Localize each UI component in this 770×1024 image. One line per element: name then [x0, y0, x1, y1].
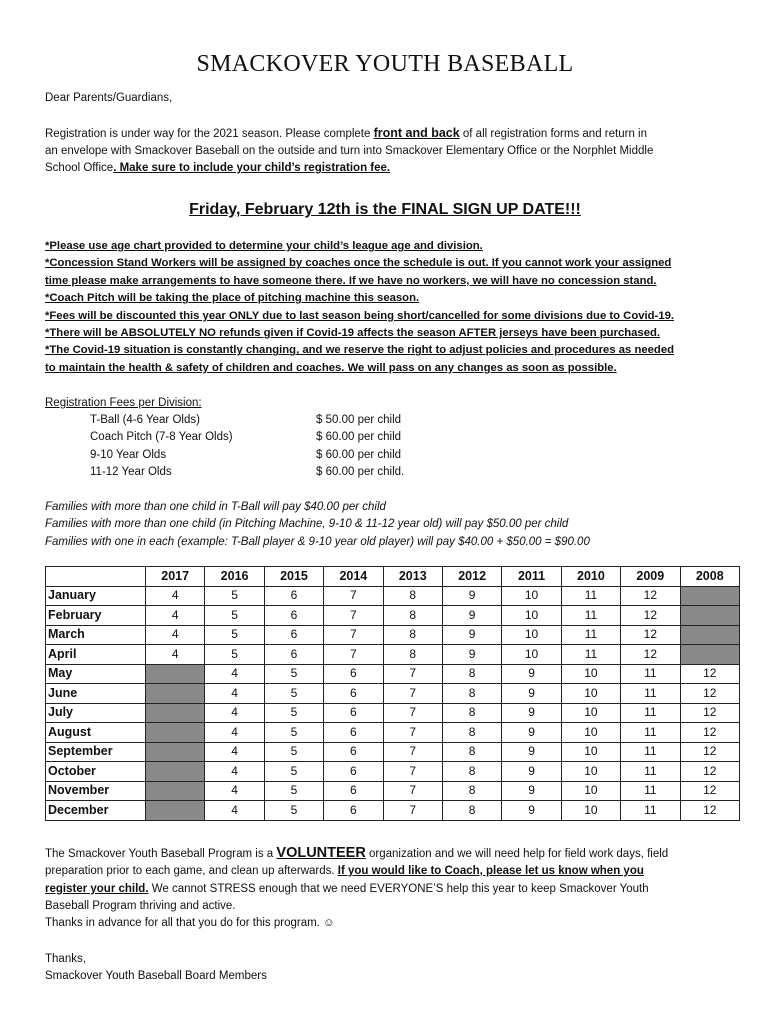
- age-cell: 12: [680, 742, 739, 762]
- age-cell: 12: [621, 645, 680, 665]
- age-cell: 12: [680, 703, 739, 723]
- closing-text: The Smackover Youth Baseball Program is a: [45, 848, 277, 860]
- age-cell: 9: [502, 762, 561, 782]
- age-cell: 6: [324, 801, 383, 821]
- age-cell: 5: [264, 703, 323, 723]
- age-cell: 7: [383, 801, 442, 821]
- notes-list: [45, 238, 674, 377]
- age-cell: 6: [324, 762, 383, 782]
- age-cell: 12: [621, 586, 680, 606]
- family-discount-line: Families with more than one child (in Pitching Machine, 9-10 & 11-12 year old) will pay $50.00 per child: [45, 518, 569, 530]
- year-header: 2009: [621, 567, 680, 587]
- age-cell: 12: [680, 762, 739, 782]
- closing-text: preparation prior to each game, and clean up afterwards.: [45, 865, 338, 877]
- age-cell: 4: [205, 684, 264, 704]
- final-sign-up-date: Friday, February 12th is the FINAL SIGN UP DATE!!!: [189, 201, 581, 218]
- intro-text: of all registration forms and return in: [459, 128, 647, 140]
- age-cell: 8: [383, 606, 442, 626]
- age-cell: 6: [324, 742, 383, 762]
- ineligible-cell: [146, 742, 205, 762]
- ineligible-cell: [146, 762, 205, 782]
- coach-request: If you would like to Coach, please let us know when you: [337, 865, 644, 877]
- month-label: April: [46, 645, 146, 665]
- age-cell: 5: [264, 684, 323, 704]
- intro-text: Registration is under way for the 2021 season. Please complete: [45, 128, 374, 140]
- closing-thanks: Thanks,: [45, 953, 86, 965]
- age-cell: 4: [146, 625, 205, 645]
- age-cell: 6: [264, 606, 323, 626]
- note-line: to maintain the health & safety of children and coaches. We will pass on any changes as soon as possible.: [45, 361, 617, 374]
- age-cell: 5: [264, 781, 323, 801]
- month-label: December: [46, 801, 146, 821]
- volunteer-line-3: [45, 881, 649, 899]
- age-cell: 9: [442, 606, 501, 626]
- age-chart-row: [46, 586, 740, 606]
- note-line: *Please use age chart provided to determine your child’s league age and division.: [45, 240, 483, 252]
- ineligible-cell: [146, 723, 205, 743]
- age-cell: 6: [264, 625, 323, 645]
- age-cell: 5: [205, 606, 264, 626]
- age-cell: 5: [264, 742, 323, 762]
- age-cell: 8: [442, 762, 501, 782]
- age-cell: 5: [264, 762, 323, 782]
- fee-division: T-Ball (4-6 Year Olds): [90, 414, 200, 426]
- year-header: 2010: [561, 567, 620, 587]
- age-cell: 9: [442, 625, 501, 645]
- age-cell: 8: [442, 781, 501, 801]
- age-cell: 8: [383, 586, 442, 606]
- age-cell: 7: [324, 645, 383, 665]
- age-cell: 4: [205, 723, 264, 743]
- age-cell: 12: [621, 606, 680, 626]
- age-cell: 9: [502, 723, 561, 743]
- fee-price: $ 60.00 per child.: [316, 466, 405, 478]
- age-cell: 10: [561, 664, 620, 684]
- age-cell: 10: [561, 781, 620, 801]
- age-cell: 10: [502, 606, 561, 626]
- age-cell: 11: [561, 606, 620, 626]
- age-cell: 7: [383, 684, 442, 704]
- age-cell: 10: [561, 684, 620, 704]
- age-cell: 7: [383, 723, 442, 743]
- age-cell: 6: [324, 723, 383, 743]
- age-chart-row: [46, 801, 740, 821]
- age-cell: 7: [383, 664, 442, 684]
- age-cell: 10: [502, 645, 561, 665]
- month-label: May: [46, 664, 146, 684]
- age-cell: 9: [502, 703, 561, 723]
- ineligible-cell: [146, 684, 205, 704]
- year-header: 2008: [680, 567, 739, 587]
- note-line: *Concession Stand Workers will be assigned by coaches once the schedule is out. If you cannot work your assigned: [45, 257, 672, 270]
- fee-division: 11-12 Year Olds: [90, 466, 172, 478]
- age-cell: 4: [205, 703, 264, 723]
- age-chart-row: [46, 625, 740, 645]
- age-cell: 4: [205, 801, 264, 821]
- age-cell: 5: [264, 664, 323, 684]
- age-cell: 11: [621, 723, 680, 743]
- age-chart-body: [46, 586, 740, 820]
- closing-text: organization and we will need help for field work days, field: [365, 848, 669, 860]
- age-chart-row: [46, 723, 740, 743]
- month-label: October: [46, 762, 146, 782]
- age-cell: 12: [680, 801, 739, 821]
- age-cell: 12: [680, 664, 739, 684]
- year-header: 2017: [146, 567, 205, 587]
- year-header: 2015: [264, 567, 323, 587]
- age-cell: 5: [205, 645, 264, 665]
- month-label: June: [46, 684, 146, 704]
- fee-price: $ 50.00 per child: [316, 414, 402, 426]
- age-cell: 5: [264, 723, 323, 743]
- age-chart-row: [46, 762, 740, 782]
- year-header: 2016: [205, 567, 264, 587]
- fees-heading: Registration Fees per Division:: [45, 397, 202, 409]
- year-header: 2012: [442, 567, 501, 587]
- age-cell: 8: [442, 664, 501, 684]
- age-cell: 4: [146, 606, 205, 626]
- age-cell: 6: [324, 781, 383, 801]
- age-cell: 11: [561, 645, 620, 665]
- coach-request: register your child.: [45, 883, 149, 895]
- age-cell: 10: [561, 742, 620, 762]
- month-label: August: [46, 723, 146, 743]
- ineligible-cell: [146, 664, 205, 684]
- ineligible-cell: [146, 801, 205, 821]
- age-cell: 6: [324, 664, 383, 684]
- month-label: January: [46, 586, 146, 606]
- volunteer-emphasis: VOLUNTEER: [276, 845, 366, 861]
- volunteer-line-4: Baseball Program thriving and active.: [45, 900, 236, 912]
- intro-line-3: [45, 160, 390, 178]
- age-cell: 7: [324, 625, 383, 645]
- age-cell: 10: [561, 723, 620, 743]
- closing-text: We cannot STRESS enough that we need EVERYONE’S help this year to keep Smackover Youth: [148, 883, 649, 895]
- thanks-in-advance: Thanks in advance for all that you do for this program. ☺: [45, 917, 335, 929]
- age-cell: 11: [621, 664, 680, 684]
- age-cell: 11: [621, 684, 680, 704]
- age-cell: 8: [442, 703, 501, 723]
- age-cell: 6: [264, 586, 323, 606]
- fee-price: $ 60.00 per child: [316, 431, 402, 443]
- age-cell: 7: [324, 586, 383, 606]
- age-cell: 6: [324, 684, 383, 704]
- age-cell: 8: [442, 801, 501, 821]
- age-chart-row: [46, 781, 740, 801]
- age-cell: 5: [205, 625, 264, 645]
- fee-price: $ 60.00 per child: [316, 449, 402, 461]
- age-cell: 11: [621, 703, 680, 723]
- age-chart-row: [46, 742, 740, 762]
- registration-fee-reminder: . Make sure to include your child’s registration fee.: [113, 162, 391, 174]
- age-chart-row: [46, 684, 740, 704]
- note-line: *The Covid-19 situation is constantly changing, and we reserve the right to adjust policies and procedures as needed: [45, 344, 675, 357]
- age-cell: 9: [502, 684, 561, 704]
- year-header: 2014: [324, 567, 383, 587]
- age-cell: 9: [502, 742, 561, 762]
- age-cell: 10: [561, 762, 620, 782]
- ineligible-cell: [146, 781, 205, 801]
- fee-division: 9-10 Year Olds: [90, 449, 167, 461]
- age-cell: 4: [205, 762, 264, 782]
- age-cell: 11: [621, 762, 680, 782]
- age-cell: 7: [383, 742, 442, 762]
- age-cell: 10: [502, 586, 561, 606]
- ineligible-cell: [680, 625, 739, 645]
- age-cell: 11: [621, 742, 680, 762]
- age-cell: 9: [502, 801, 561, 821]
- age-cell: 8: [442, 723, 501, 743]
- age-chart-header-row: [46, 567, 740, 587]
- age-cell: 5: [264, 801, 323, 821]
- age-cell: 11: [561, 625, 620, 645]
- age-cell: 9: [442, 586, 501, 606]
- salutation: Dear Parents/Guardians,: [45, 92, 173, 104]
- age-chart-row: [46, 703, 740, 723]
- age-cell: 7: [383, 762, 442, 782]
- age-cell: 9: [502, 781, 561, 801]
- age-cell: 6: [324, 703, 383, 723]
- age-cell: 7: [383, 781, 442, 801]
- fee-division: Coach Pitch (7-8 Year Olds): [90, 431, 233, 443]
- signature: Smackover Youth Baseball Board Members: [45, 970, 267, 982]
- month-label: September: [46, 742, 146, 762]
- age-cell: 7: [383, 703, 442, 723]
- age-chart-corner: [46, 567, 146, 587]
- age-cell: 8: [442, 684, 501, 704]
- age-cell: 11: [621, 781, 680, 801]
- family-discount-line: Families with more than one child in T-Ball will pay $40.00 per child: [45, 501, 386, 513]
- month-label: July: [46, 703, 146, 723]
- month-label: March: [46, 625, 146, 645]
- age-cell: 12: [680, 781, 739, 801]
- age-cell: 4: [205, 781, 264, 801]
- volunteer-line-1: [45, 845, 668, 864]
- ineligible-cell: [146, 703, 205, 723]
- age-cell: 12: [680, 684, 739, 704]
- ineligible-cell: [680, 645, 739, 665]
- intro-line-2: an envelope with Smackover Baseball on the outside and turn into Smackover Elementary Office or the Norphlet Middle: [45, 145, 654, 157]
- note-line: *There will be ABSOLUTELY NO refunds given if Covid-19 affects the season AFTER jerseys have been purchased.: [45, 327, 661, 340]
- month-label: November: [46, 781, 146, 801]
- intro-text: School Office: [45, 162, 114, 174]
- age-cell: 4: [146, 645, 205, 665]
- month-label: February: [46, 606, 146, 626]
- age-cell: 8: [383, 625, 442, 645]
- year-header: 2011: [502, 567, 561, 587]
- family-discount-line: Families with one in each (example: T-Ball player & 9-10 year old player) will pay $40.00 + $50.00 = $90.00: [45, 536, 590, 548]
- age-cell: 4: [205, 664, 264, 684]
- age-chart-row: [46, 606, 740, 626]
- age-cell: 10: [502, 625, 561, 645]
- age-cell: 10: [561, 703, 620, 723]
- age-cell: 12: [621, 625, 680, 645]
- note-line: *Coach Pitch will be taking the place of pitching machine this season.: [45, 292, 420, 305]
- page-title: SMACKOVER YOUTH BASEBALL: [196, 51, 574, 77]
- age-cell: 6: [264, 645, 323, 665]
- age-cell: 9: [502, 664, 561, 684]
- age-cell: 7: [324, 606, 383, 626]
- age-chart-row: [46, 645, 740, 665]
- age-cell: 9: [442, 645, 501, 665]
- intro-line-1: [45, 125, 647, 144]
- age-cell: 5: [205, 586, 264, 606]
- age-chart-row: [46, 664, 740, 684]
- volunteer-line-2: [45, 863, 644, 881]
- note-line: time please make arrangements to have someone there. If we have no workers, we will have no concession stand.: [45, 274, 657, 287]
- age-cell: 11: [621, 801, 680, 821]
- age-cell: 4: [146, 586, 205, 606]
- note-line: *Fees will be discounted this year ONLY due to last season being short/cancelled for some divisions due to Covid-19.: [45, 309, 675, 322]
- age-cell: 4: [205, 742, 264, 762]
- age-cell: 11: [561, 586, 620, 606]
- year-header: 2013: [383, 567, 442, 587]
- age-chart-table: [45, 566, 740, 821]
- ineligible-cell: [680, 606, 739, 626]
- ineligible-cell: [680, 586, 739, 606]
- age-cell: 8: [383, 645, 442, 665]
- age-cell: 12: [680, 723, 739, 743]
- front-and-back-emphasis: front and back: [373, 126, 460, 140]
- age-cell: 10: [561, 801, 620, 821]
- age-cell: 8: [442, 742, 501, 762]
